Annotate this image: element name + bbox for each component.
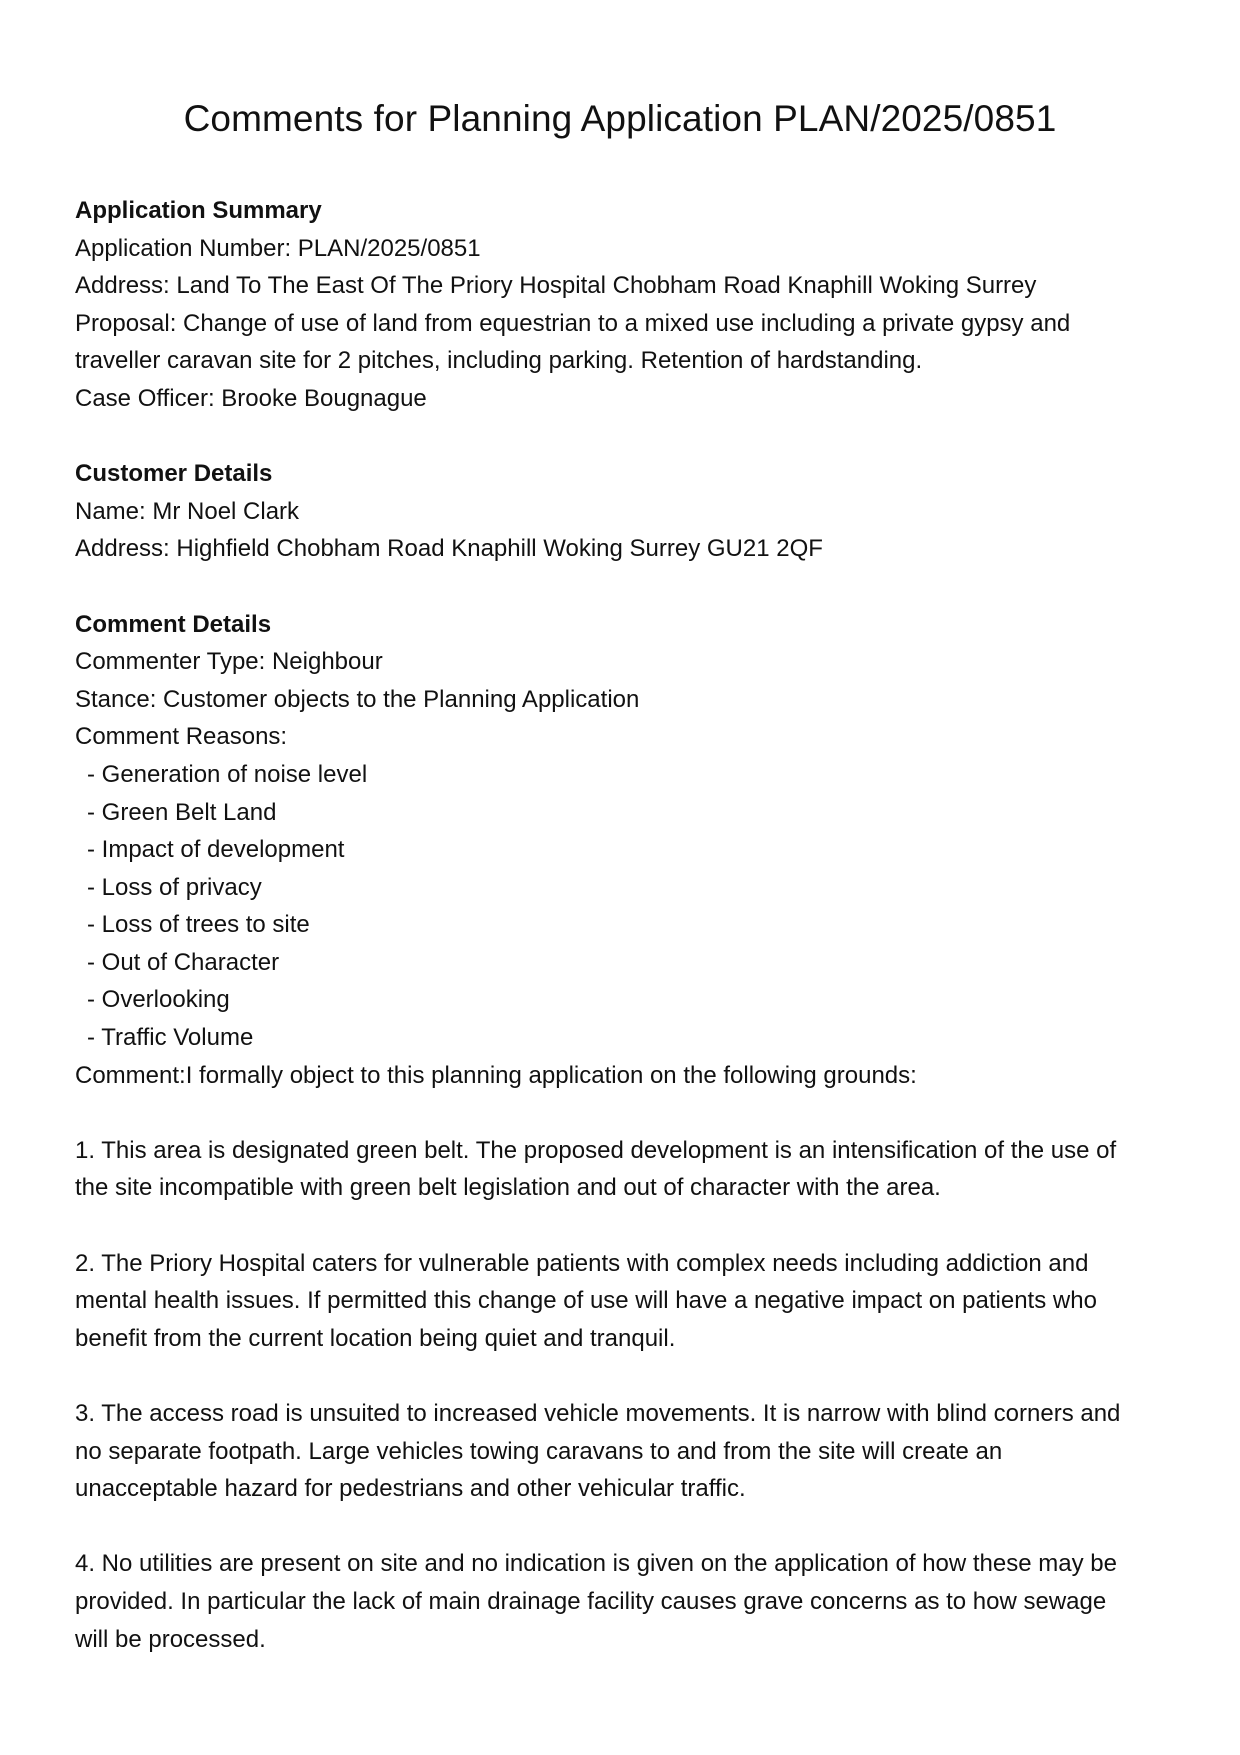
comment-details-section xyxy=(75,606,1165,1659)
list-item: - Impact of development xyxy=(87,836,345,864)
comment-details-heading: Comment Details xyxy=(75,610,272,638)
comment-point-line: no separate footpath. Large vehicles towing caravans to and from the site will create an xyxy=(75,1437,1003,1465)
comment-point-line: 1. This area is designated green belt. The proposed development is an intensification of the use of xyxy=(75,1136,1117,1164)
application-summary-heading: Application Summary xyxy=(75,197,322,224)
comment-point-2 xyxy=(75,1245,1165,1358)
comment-point-line: 2. The Priory Hospital caters for vulnerable patients with complex needs including addiction and xyxy=(75,1249,1089,1277)
comment-point-line: 4. No utilities are present on site and no indication is given on the application of how these may be xyxy=(75,1550,1117,1578)
customer-address: Address: Highfield Chobham Road Knaphill Woking Surrey GU21 2QF xyxy=(75,535,823,563)
comment-reasons-list xyxy=(75,756,1165,1057)
comment-point-line: mental health issues. If permitted this change of use will have a negative impact on patients who xyxy=(75,1287,1097,1315)
comment-reasons-label: Comment Reasons: xyxy=(75,723,288,751)
customer-name: Name: Mr Noel Clark xyxy=(75,497,300,525)
comment-point-line: provided. In particular the lack of main drainage facility causes grave concerns as to how sewage xyxy=(75,1587,1107,1615)
list-item: - Generation of noise level xyxy=(87,760,368,788)
case-officer: Case Officer: Brooke Bougnague xyxy=(75,384,427,412)
stance: Stance: Customer objects to the Planning Application xyxy=(75,685,640,713)
application-address: Address: Land To The East Of The Priory Hospital Chobham Road Knaphill Woking Surrey xyxy=(75,272,1037,300)
list-item: - Loss of privacy xyxy=(87,873,262,901)
customer-details-section xyxy=(75,455,1165,568)
list-item: - Out of Character xyxy=(87,948,280,976)
comment-point-4 xyxy=(75,1545,1165,1658)
document-content xyxy=(75,192,1165,1658)
customer-details-heading: Customer Details xyxy=(75,460,273,488)
list-item: - Overlooking xyxy=(87,986,230,1014)
list-item: - Green Belt Land xyxy=(87,798,277,826)
comment-intro: Comment:I formally object to this planning application on the following grounds: xyxy=(75,1061,917,1089)
comment-point-1 xyxy=(75,1132,1165,1207)
comment-point-line: unacceptable hazard for pedestrians and other vehicular traffic. xyxy=(75,1475,746,1503)
list-item: - Loss of trees to site xyxy=(87,911,310,939)
comment-point-3 xyxy=(75,1395,1165,1508)
comment-point-line: the site incompatible with green belt legislation and out of character with the area. xyxy=(75,1174,941,1202)
comment-point-line: will be processed. xyxy=(75,1625,266,1653)
list-item: - Traffic Volume xyxy=(87,1024,254,1052)
proposal-line-2: traveller caravan site for 2 pitches, including parking. Retention of hardstanding. xyxy=(75,347,923,375)
page-title: Comments for Planning Application PLAN/2025/0851 xyxy=(183,98,1057,139)
comment-point-line: 3. The access road is unsuited to increased vehicle movements. It is narrow with blind corners and xyxy=(75,1400,1121,1427)
proposal-line-1: Proposal: Change of use of land from equestrian to a mixed use including a private gypsy and xyxy=(75,309,1071,337)
application-number: Application Number: PLAN/2025/0851 xyxy=(75,234,481,262)
application-summary-section xyxy=(75,192,1165,418)
comment-point-line: benefit from the current location being quiet and tranquil. xyxy=(75,1324,676,1352)
commenter-type: Commenter Type: Neighbour xyxy=(75,648,383,676)
